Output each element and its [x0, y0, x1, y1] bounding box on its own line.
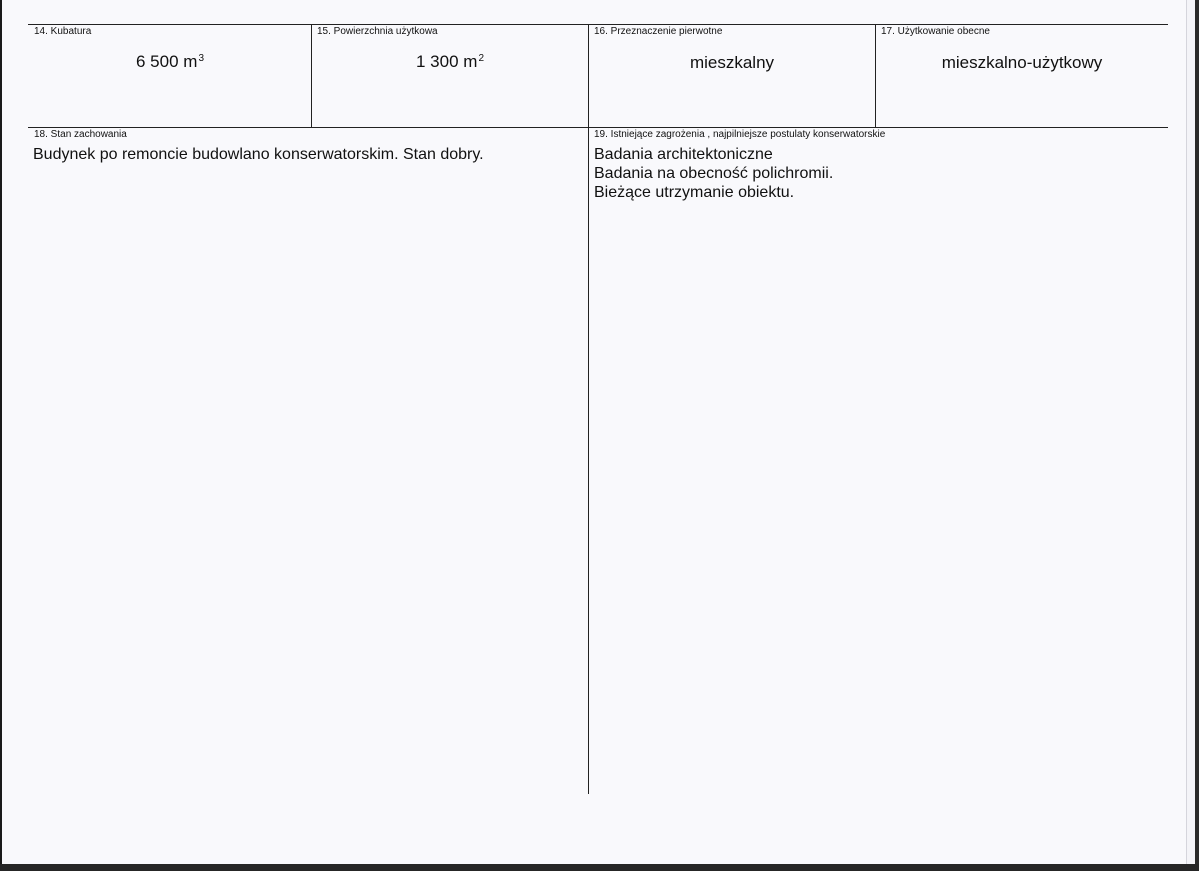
divider-16-17	[875, 24, 876, 128]
field-19-label: 19. Istniejące zagrożenia , najpilniejsze postulaty konserwatorskie	[594, 129, 886, 140]
field-15-unit-exponent: 2	[478, 53, 484, 64]
field-19-line-3: Bieżące utrzymanie obiektu.	[594, 184, 795, 201]
field-18-text: Budynek po remoncie budowlano konserwatorskim. Stan dobry.	[33, 146, 484, 163]
field-14-number: 6 500 m	[136, 52, 198, 71]
field-18-label: 18. Stan zachowania	[34, 129, 127, 140]
field-15-label: 15. Powierzchnia użytkowa	[317, 26, 438, 37]
field-14-label: 14. Kubatura	[34, 26, 92, 37]
field-15-value	[312, 52, 588, 72]
field-16-label: 16. Przeznaczenie pierwotne	[594, 26, 723, 37]
field-17-value: mieszkalno-użytkowy	[941, 53, 1103, 72]
field-16-value: mieszkalny	[689, 53, 775, 72]
middle-rule	[28, 127, 1168, 128]
scan-edge-right-shadow	[1195, 0, 1199, 871]
divider-main	[588, 24, 589, 794]
divider-14-15	[311, 24, 312, 128]
top-rule	[28, 24, 1168, 25]
scan-edge-bottom	[0, 864, 1199, 871]
field-14-unit-exponent: 3	[198, 53, 204, 64]
field-15-number: 1 300 m	[416, 52, 478, 71]
scan-edge-left	[0, 0, 2, 871]
field-17-label: 17. Użytkowanie obecne	[881, 26, 990, 37]
field-19-line-1: Badania architektoniczne	[594, 146, 773, 163]
field-19-line-2: Badania na obecność polichromii.	[594, 165, 834, 182]
field-14-value	[30, 52, 310, 72]
